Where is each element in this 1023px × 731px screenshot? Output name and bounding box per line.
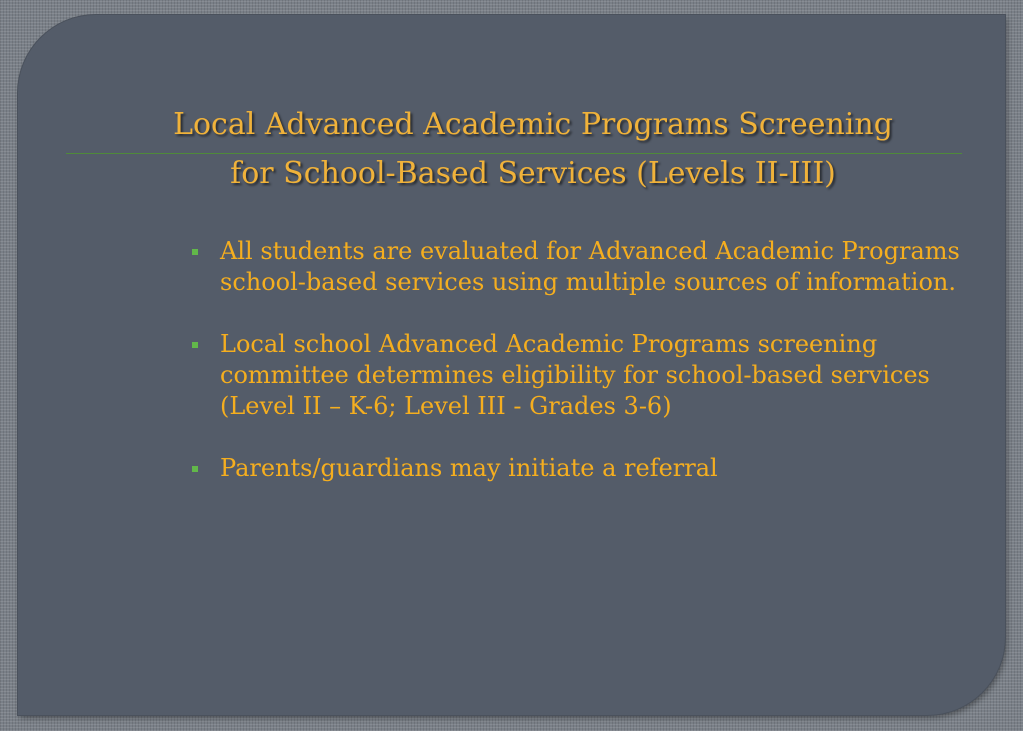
bullet-text: Parents/guardians may initiate a referral (220, 454, 718, 482)
bullet-item (188, 329, 988, 422)
square-bullet-icon (192, 342, 198, 348)
bullet-text: Local school Advanced Academic Programs screening committee determines eligibility for school-based services (Level II – K-6; Level III - Grades 3-6) (220, 330, 930, 420)
title-divider (66, 153, 962, 154)
bullet-item (188, 236, 988, 298)
title-line-1: Local Advanced Academic Programs Screening (173, 107, 893, 142)
bullet-text: All students are evaluated for Advanced Academic Programs school-based services using multiple sources of information. (220, 237, 960, 296)
bullet-item (188, 453, 988, 484)
bullet-list (188, 236, 988, 515)
slide-title (48, 100, 1018, 198)
title-line-2: for School-Based Services (Levels II-III) (230, 156, 836, 191)
square-bullet-icon (192, 466, 198, 472)
square-bullet-icon (192, 249, 198, 255)
